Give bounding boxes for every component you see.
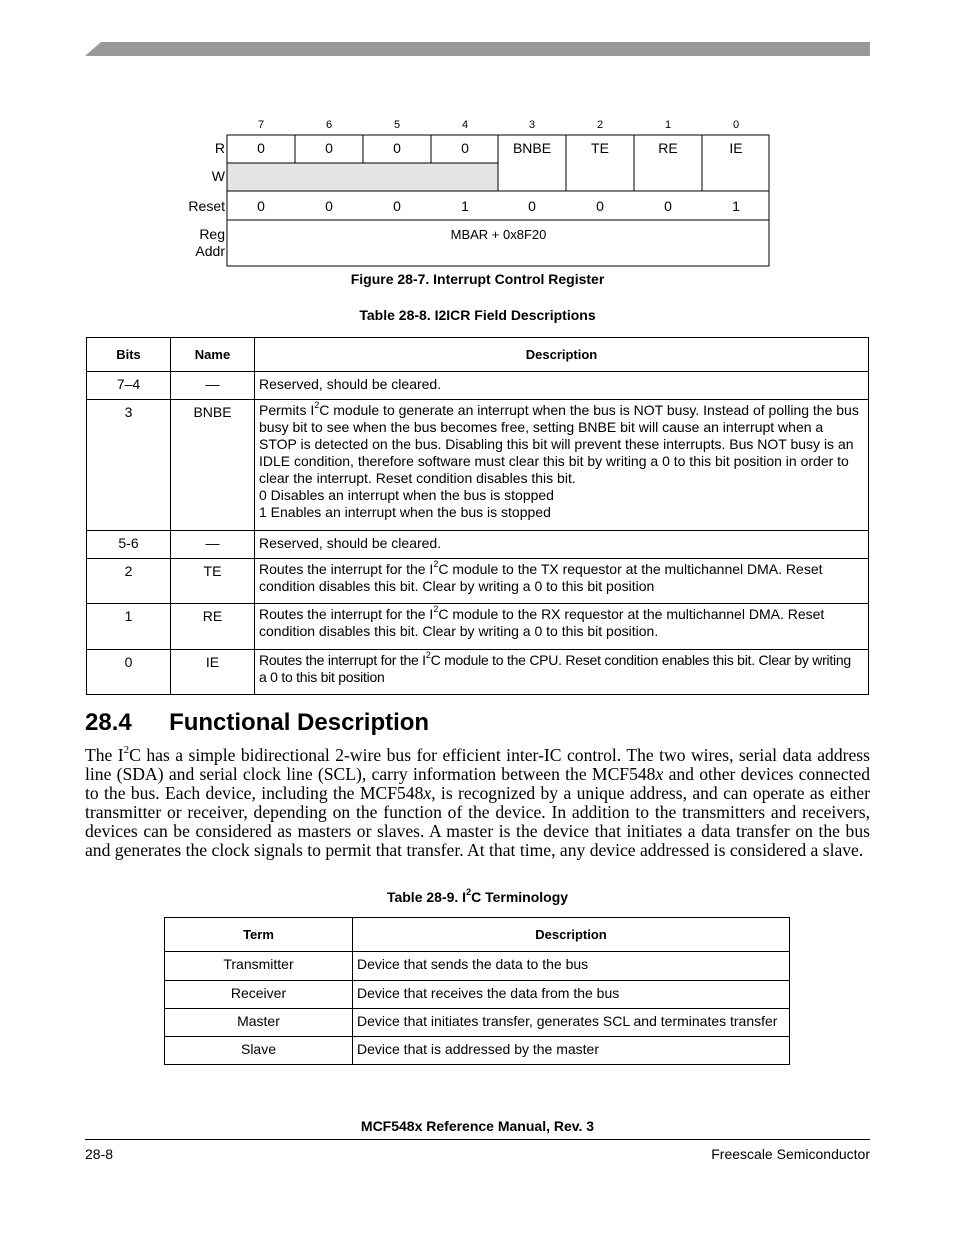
description-cell: Device that is addressed by the master [353, 1037, 790, 1065]
desc-text: C module to the TX requestor at the multichannel DMA. Reset condition disables this bit. Clear by writing a 0 to this bit position [259, 561, 823, 594]
para-text: , is recognized by a unique address, and can operate as either transmitter or receiver, depending on the function of the device. In addition to the transmitters and receivers, devices can be considered as masters or slaves. A master is the device that initiates a data transfer on the bus and generates the clock signals to permit that transfer. At that time, any device addressed is considered a slave. [85, 783, 870, 860]
table-row [87, 650, 869, 695]
name-cell: TE [171, 559, 255, 604]
caption-text: Table 28-9. I [386, 889, 467, 905]
table-row [87, 559, 869, 604]
table-row [165, 981, 790, 1009]
reset-value: 0 [257, 198, 265, 214]
bits-cell: 7–4 [87, 372, 171, 400]
figure-caption: Figure 28-7. Interrupt Control Register [350, 271, 605, 287]
body-paragraph [85, 746, 870, 860]
description-cell [255, 604, 869, 650]
footer-manual-title: MCF548x Reference Manual, Rev. 3 [360, 1118, 595, 1134]
r-bit-value: BNBE [512, 140, 552, 156]
column-header: Name [171, 338, 255, 372]
bit-number: 5 [393, 119, 401, 131]
company-name: Freescale Semiconductor [711, 1146, 870, 1162]
caption-text: C Terminology [471, 889, 569, 905]
r-bit-value: 0 [393, 140, 401, 156]
column-header: Description [353, 918, 790, 952]
desc-text: C module to the RX requestor at the multichannel DMA. Reset condition disables this bit. Clear by writing a 0 to this bit position. [259, 606, 825, 639]
r-bit-value: 0 [257, 140, 265, 156]
table-row [87, 400, 869, 531]
table-28-9-caption [85, 889, 870, 905]
name-cell: BNBE [171, 400, 255, 531]
column-header: Description [255, 338, 869, 372]
desc-text: Routes the interrupt for the I [259, 606, 434, 622]
bit-number: 6 [325, 119, 333, 131]
term-cell: Slave [165, 1037, 353, 1065]
column-header: Bits [87, 338, 171, 372]
reset-value: 0 [664, 198, 672, 214]
name-cell: — [171, 372, 255, 400]
para-italic: x [423, 783, 432, 803]
superscript: 2 [433, 604, 439, 615]
section-heading [85, 709, 429, 737]
desc-line: 0 Disables an interrupt when the bus is stopped [259, 487, 554, 503]
reset-value: 0 [325, 198, 333, 214]
r-bit-value: IE [729, 140, 743, 156]
row-label-r: R [214, 140, 225, 156]
r-bit-value: 0 [461, 140, 469, 156]
table-row [87, 531, 869, 559]
description-cell [255, 559, 869, 604]
reset-value: 0 [393, 198, 401, 214]
page-number: 28-8 [85, 1146, 114, 1162]
para-text: and other devices connected to the bus. Each device, including the MCF548 [85, 764, 870, 803]
section-number: 28.4 [85, 709, 132, 736]
table-header-row [165, 918, 790, 952]
term-cell: Receiver [165, 981, 353, 1009]
bits-cell: 0 [87, 650, 171, 695]
bit-number: 7 [257, 119, 265, 131]
table-28-8-caption: Table 28-8. I2ICR Field Descriptions [359, 307, 596, 323]
field-descriptions-table [86, 337, 869, 695]
bits-cell: 1 [87, 604, 171, 650]
superscript: 2 [466, 887, 472, 898]
bit-number: 4 [461, 119, 469, 131]
superscript: 2 [314, 400, 320, 411]
section-title: Functional Description [169, 709, 430, 736]
para-text: C has a simple bidirectional 2-wire bus for efficient inter-IC control. The two wires, serial data address line (SDA) and serial clock line (SCL), carry information between the MCF548 [85, 745, 870, 784]
reset-value: 1 [461, 198, 469, 214]
row-label-reset: Reset [188, 198, 225, 214]
bits-cell: 2 [87, 559, 171, 604]
table-row [87, 372, 869, 400]
reset-value: 0 [596, 198, 604, 214]
r-bit-value: TE [591, 140, 609, 156]
desc-text: Permits I [259, 402, 315, 418]
description-cell: Reserved, should be cleared. [255, 372, 869, 400]
register-address: MBAR + 0x8F20 [450, 227, 547, 242]
desc-line: 1 Enables an interrupt when the bus is stopped [259, 504, 551, 520]
para-text: The I [85, 745, 124, 765]
column-header: Term [165, 918, 353, 952]
reset-value: 0 [528, 198, 536, 214]
r-bit-value: RE [658, 140, 678, 156]
bits-cell: 5-6 [87, 531, 171, 559]
para-italic: x [655, 764, 664, 784]
term-cell: Master [165, 1009, 353, 1037]
name-cell: — [171, 531, 255, 559]
superscript: 2 [433, 559, 439, 570]
description-cell: Device that initiates transfer, generates SCL and terminates transfer [353, 1009, 790, 1037]
table-header-row [87, 338, 869, 372]
desc-text: Routes the interrupt for the I [259, 652, 426, 668]
desc-text: Routes the interrupt for the I [259, 561, 434, 577]
description-cell [255, 650, 869, 695]
footer-rule [85, 1139, 870, 1140]
row-label-w: W [211, 168, 225, 184]
row-label-addr: Addr [195, 243, 225, 259]
header-bar [85, 42, 870, 56]
bit-number: 1 [664, 119, 672, 131]
table-row [165, 1009, 790, 1037]
desc-text: C module to generate an interrupt when the bus is NOT busy. Instead of polling the bus busy bit to see when the bus becomes free, setting BNBE bit will cause an interrupt when a STOP is detected on the bus. Disabling this bit will prevent these interrupts. Bus NOT busy is an IDLE condition, therefore software must clear this bit by writing a 0 to this bit position in order to clear the interrupt. Reset condition disables this bit. [259, 402, 859, 486]
superscript: 2 [123, 744, 130, 757]
table-row [165, 1037, 790, 1065]
name-cell: IE [171, 650, 255, 695]
table-row [165, 952, 790, 981]
desc-text: C module to the CPU. Reset condition enables this bit. Clear by writing a 0 to this bit position [259, 652, 851, 685]
bit-number: 0 [732, 119, 740, 131]
terminology-table [164, 917, 790, 1065]
bit-number: 3 [528, 119, 536, 131]
description-cell: Device that sends the data to the bus [353, 952, 790, 981]
term-cell: Transmitter [165, 952, 353, 981]
row-label-reg: Reg [199, 226, 225, 242]
name-cell: RE [171, 604, 255, 650]
description-cell: Device that receives the data from the bus [353, 981, 790, 1009]
table-row [87, 604, 869, 650]
reset-value: 1 [732, 198, 740, 214]
r-bit-value: 0 [325, 140, 333, 156]
description-cell [255, 400, 869, 531]
bits-cell: 3 [87, 400, 171, 531]
description-cell: Reserved, should be cleared. [255, 531, 869, 559]
superscript: 2 [425, 650, 431, 661]
bit-number: 2 [596, 119, 604, 131]
